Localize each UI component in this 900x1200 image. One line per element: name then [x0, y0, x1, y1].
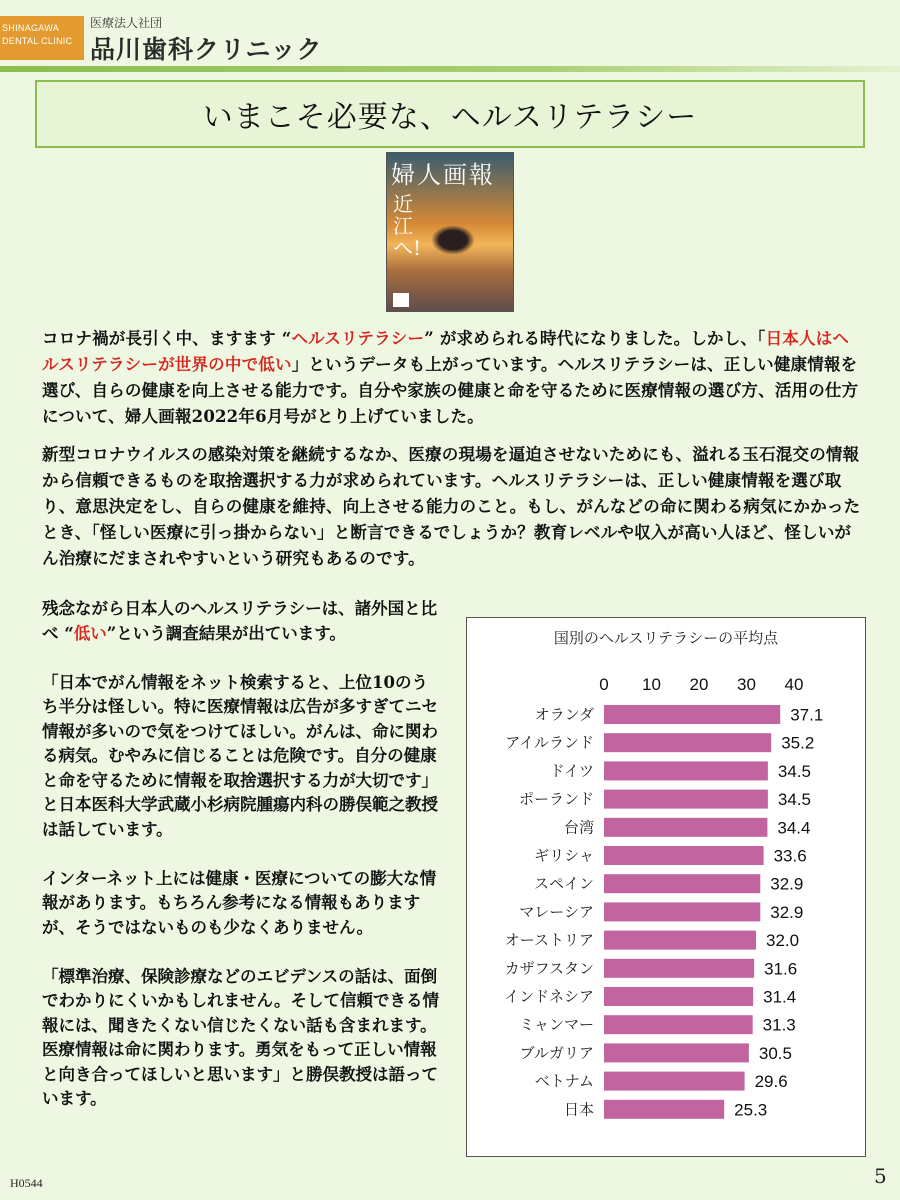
header-divider [0, 66, 900, 72]
chart-svg [467, 618, 867, 1158]
value-label: 32.0 [766, 931, 800, 951]
bar [604, 818, 767, 837]
bar [604, 733, 771, 752]
intro-text-c: ” が求められる時代になりました。しかし、「 [424, 329, 766, 348]
bar [604, 1043, 749, 1062]
value-label: 34.5 [777, 790, 811, 810]
bar [604, 761, 768, 780]
second-paragraph: 新型コロナウイルスの感染対策を継続するなか、医療の現場を逼迫させないためにも、溢れる玉石混交の情報から信頼できるものを取捨選択する力が求められています。ヘルスリテラシーは、正しい健康情報を選び取り、意思決定をし、自らの健康を維持、向上させる能力のこと。もし、がんなどの命に関わる病気にかかったとき、「怪しい医療に引っ掛からない」と断言できるでしょうか？教育レベルや収入が高い人ほど、怪しいがん治療にだまされやすいという研究もあるのです。 [42, 445, 861, 568]
value-label: 31.3 [762, 1015, 796, 1035]
title-box [35, 80, 865, 148]
left-col-paragraph-4: 「標準治療、保険診療などのエビデンスの話は、面倒でわかりにくいかもしれません。そして信頼できる情報には、聞きたくない信じたくない話も含まれます。医療情報は命に関わります。勇気をもって正しい情報と向き合ってほしいと思います」と勝俣教授は語っています。 [42, 966, 439, 1108]
intro-paragraph [42, 326, 862, 430]
intro-highlight-1: ヘルスリテラシー [291, 329, 425, 348]
bar [604, 874, 760, 893]
left-col-highlight: 低い [73, 623, 107, 643]
category-label: アイルランド [505, 734, 594, 752]
value-label: 33.6 [773, 846, 807, 866]
left-col-text-c: ”という調査結果が出ています。 [106, 623, 346, 643]
left-col-paragraph-1 [42, 597, 442, 646]
left-col-paragraph-3: インターネット上には健康・医療についての膨大な情報があります。もちろん参考になる情報もありますが、そうではないものも少なくありません。 [42, 868, 437, 937]
category-label: ミャンマー [519, 1016, 594, 1034]
chart-title: 国別のヘルスリテラシーの平均点 [553, 630, 779, 647]
bar [604, 902, 760, 921]
value-label: 32.9 [770, 902, 804, 922]
bar [604, 1072, 745, 1091]
intro-text-e: 」というデータも上がっています。ヘルスリテラシーは、正しい健康情報を選び、自らの健康を向上させる能力です。自分や家族の健康と命を守るために医療情報の選び方、活用の仕方について、婦人画報2022年6月号がとり上げていました。 [42, 355, 859, 426]
logo-line-2: DENTAL CLINIC [2, 36, 73, 46]
value-label: 35.2 [781, 733, 815, 753]
category-label: インドネシア [504, 988, 594, 1006]
value-label: 34.5 [777, 761, 811, 781]
category-label: カザフスタン [504, 960, 594, 978]
document-code: H0544 [10, 1176, 43, 1190]
category-label: オーストリア [504, 932, 594, 950]
bar [604, 1100, 724, 1119]
category-label: オランダ [534, 706, 594, 724]
category-label: ドイツ [549, 762, 594, 780]
magazine-title: 婦人画報 [391, 161, 495, 189]
magazine-badge [393, 293, 409, 307]
x-tick-label: 40 [784, 675, 804, 694]
category-label: ギリシャ [534, 847, 594, 865]
org-type-label: 医療法人社団 [90, 16, 163, 30]
left-column [42, 597, 442, 1136]
intro-highlight-2: 日本人はヘルスリテラシーが世界の中で低い [42, 329, 850, 374]
magazine-subtitle: 近江へ! [393, 192, 422, 260]
intro-text-a: コロナ禍が長引く中、ますます “ [42, 329, 292, 348]
category-label: ブルガリア [519, 1044, 594, 1062]
value-label: 31.6 [764, 959, 798, 979]
page-title: いまこそ必要な、ヘルスリテラシー [202, 100, 698, 135]
bar [604, 846, 764, 865]
value-label: 29.6 [754, 1072, 788, 1092]
magazine-cover-image [386, 152, 514, 312]
left-col-text-a: 残念ながら日本人のヘルスリテラシーは、諸外国と比べ “ [42, 599, 438, 643]
bar [604, 790, 768, 809]
value-label: 34.4 [777, 818, 811, 838]
page-header [0, 0, 900, 74]
value-label: 30.5 [758, 1043, 792, 1063]
clinic-logo [0, 16, 84, 60]
bar [604, 931, 756, 950]
clinic-name: 品川歯科クリニック [90, 36, 323, 64]
category-label: ポーランド [518, 791, 594, 809]
category-label: スペイン [533, 875, 594, 893]
value-label: 37.1 [790, 705, 824, 725]
x-tick-label: 10 [642, 675, 661, 694]
category-label: 日本 [563, 1101, 594, 1119]
left-col-paragraph-2: 「日本でがん情報をネット検索すると、上位10のうち半分は怪しい。特に医療情報は広告が多すぎてニセ情報が多いので気をつけてほしい。がんは、命に関わる病気。むやみに信じることは危険です。自分の健康と命を守るために情報を取捨選択する力が大切です」と日本医科大学武蔵小杉病院腫瘍内科の勝俣範之教授は話しています。 [42, 672, 438, 839]
value-label: 32.9 [770, 874, 804, 894]
bar [604, 987, 753, 1006]
category-label: マレーシア [519, 903, 594, 921]
bar [604, 705, 780, 724]
health-literacy-chart [466, 617, 866, 1157]
x-tick-label: 20 [689, 675, 709, 694]
value-label: 31.4 [763, 987, 797, 1007]
magazine-tree-silhouette [431, 225, 475, 255]
bar [604, 959, 754, 978]
x-tick-label: 30 [737, 675, 756, 694]
category-label: 台湾 [563, 819, 594, 837]
value-label: 25.3 [734, 1100, 768, 1120]
x-tick-label: 0 [599, 675, 609, 694]
bar [604, 1015, 753, 1034]
logo-line-1: SHINAGAWA [2, 23, 60, 33]
category-label: ベトナム [534, 1073, 594, 1091]
page-number: 5 [874, 1164, 887, 1188]
